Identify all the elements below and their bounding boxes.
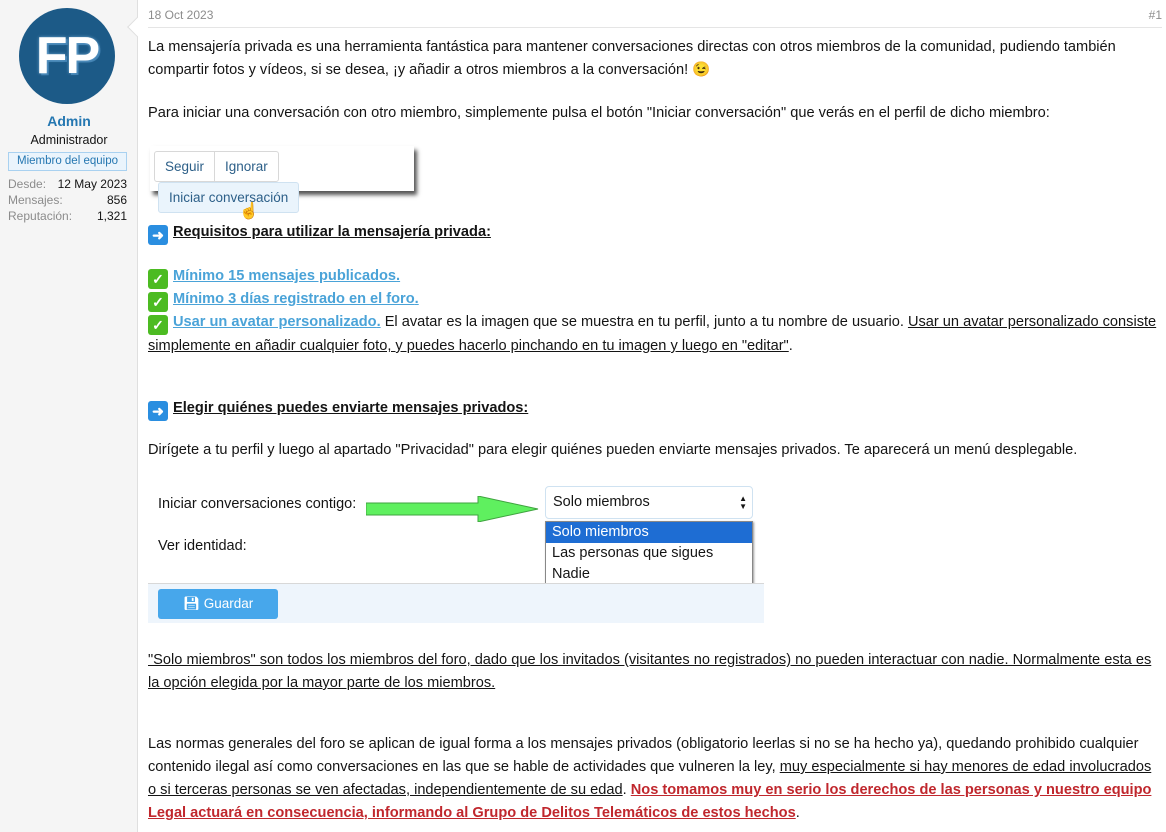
ignore-button[interactable]: Ignorar (214, 152, 278, 181)
hand-cursor-icon: ☝ (239, 203, 259, 220)
stat-value: 12 May 2023 (57, 177, 127, 191)
intro-text: La mensajería privada es una herramienta fantástica para mantener conversaciones directas con otros miembros de la comunidad, pudiendo también compartir fotos y vídeos, si se desea, ¡y añadir a otros miembros a la conversación! (148, 39, 1116, 78)
stat-messages (8, 193, 127, 207)
start-label: Iniciar conversación (169, 190, 289, 205)
user-sidebar (0, 0, 138, 832)
stat-label: Reputación: (8, 209, 73, 223)
avatar[interactable]: FP (19, 8, 115, 104)
rules-warning: Nos tomamos muy en serio los derechos de las personas y nuestro equipo Legal actuará en consecuencia, informando al Grupo de Delitos Telemáticos de estos hechos (148, 782, 1152, 821)
select-value: Solo miembros (553, 494, 650, 510)
requirement-link[interactable]: Mínimo 3 días registrado en el foro (173, 291, 415, 307)
arrow-right-icon: ➜ (148, 401, 168, 421)
privacy-select[interactable] (545, 486, 753, 519)
stat-label: Mensajes: (8, 193, 63, 207)
save-label: Guardar (203, 596, 254, 611)
paragraph: Para iniciar una conversación con otro miembro, simplemente pulsa el botón "Iniciar conversación" que verás en el perfil de dicho miembro: (148, 105, 1050, 121)
sort-arrows-icon: ▲ ▼ (739, 494, 747, 511)
staff-badge: Miembro del equipo (8, 152, 127, 171)
dot: . (795, 805, 800, 821)
wink-emoji: 😉 (692, 62, 711, 78)
stat-joined (8, 177, 127, 191)
requirement-link[interactable]: Mínimo 15 mensajes publicados (173, 268, 397, 284)
rules-paragraph (148, 733, 1162, 825)
post-date[interactable]: 18 Oct 2023 (148, 8, 214, 22)
requirement-underlined: Usar un avatar personalizado consiste simplemente en añadir cualquier foto, y puedes hacerlo pinchando en tu imagen y luego en "editar" (148, 314, 1157, 354)
privacy-form-image (148, 484, 764, 623)
dot: . (396, 268, 401, 284)
heading-requirements (148, 221, 1162, 245)
privacy-dropdown (545, 521, 753, 586)
requirement-item (148, 288, 1162, 312)
paragraph: Dirígete a tu perfil y luego al apartado "Privacidad" para elegir quiénes pueden enviarte mensajes privados. Te aparecerá un menú desplegable. (148, 442, 1078, 458)
dot: . (622, 782, 627, 798)
dot: . (376, 314, 381, 330)
heading-text: Requisitos para utilizar la mensajería privada: (173, 224, 491, 240)
check-icon: ✓ (148, 269, 168, 289)
stat-value: 1,321 (96, 209, 127, 223)
rules-underlined: muy especialmente si hay menores de edad involucrados o si terceras personas se ven afectadas, independientemente de su edad (148, 759, 1152, 798)
heading-text: Elegir quiénes puedes enviarte mensajes privados: (173, 400, 529, 416)
rules-text: Las normas generales del foro se aplican de igual forma a los mensajes privados (obligatorio leerlas si no se ha hecho ya), quedando prohibido cualquier contenido ilegal así como conversaciones en las que se hable de actividades que vulneren la ley, (148, 736, 1139, 775)
user-title: Administrador (30, 133, 108, 147)
username-link[interactable]: Admin (47, 113, 91, 129)
profile-buttons-image (150, 146, 414, 220)
post-number[interactable]: #1 (1148, 8, 1162, 22)
check-icon: ✓ (148, 292, 168, 312)
stat-label: Desde: (8, 177, 47, 191)
heading-choose (148, 397, 1162, 421)
stat-value: 856 (106, 193, 127, 207)
requirement-item (148, 311, 1162, 358)
dot: . (414, 291, 419, 307)
stat-reputation (8, 209, 127, 223)
arrow-right-icon: ➜ (148, 225, 168, 245)
option-followed[interactable]: Las personas que sigues (552, 545, 714, 561)
dot: . (788, 338, 793, 354)
save-icon: 💾︎ (182, 596, 200, 611)
requirement-link[interactable]: Usar un avatar personalizado (173, 314, 377, 330)
requirement-text: El avatar es la imagen que se muestra en tu perfil, junto a tu nombre de usuario. (380, 314, 908, 330)
intro-paragraph (148, 36, 1162, 82)
start-conversations-label: Iniciar conversaciones contigo: (158, 496, 357, 512)
view-identity-label: Ver identidad: (158, 538, 247, 554)
green-arrow-icon (366, 496, 541, 522)
check-icon: ✓ (148, 315, 168, 335)
requirement-item (148, 265, 1162, 289)
save-button[interactable] (158, 589, 278, 619)
start-conversation-button[interactable] (158, 182, 299, 220)
option-members[interactable]: Solo miembros (546, 522, 752, 543)
form-footer (148, 583, 764, 623)
paragraph: "Solo miembros" son todos los miembros del foro, dado que los invitados (visitantes no registrados) no pueden interactuar con nadie. Normalmente esta es la opción elegida por la mayor parte de los miembros. (148, 652, 1152, 691)
follow-button[interactable]: Seguir (165, 159, 205, 174)
option-nobody[interactable]: Nadie (552, 566, 590, 582)
divider (148, 27, 1162, 28)
